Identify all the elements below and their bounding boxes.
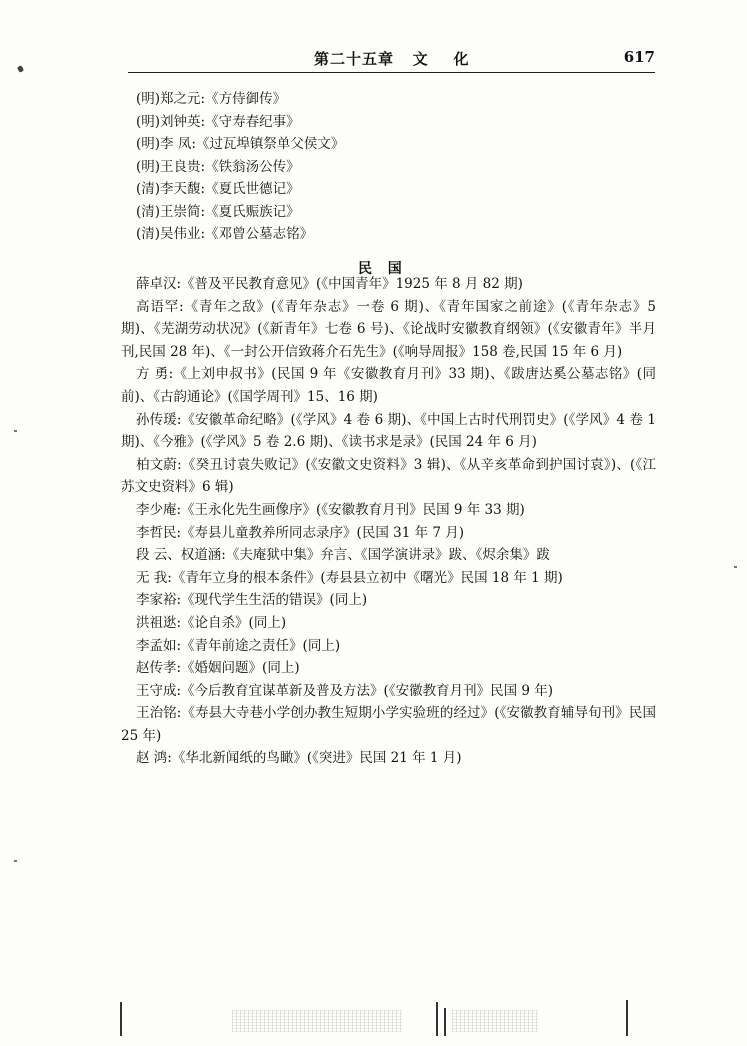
scan-noise [452,1010,538,1032]
entry: 洪祖逖:《论自杀》(同上) [136,614,287,631]
scan-artifact-dot [14,430,17,432]
running-header [128,46,655,73]
entry: 孙传瑗:《安徽革命纪略》(《学风》4 卷 6 期)、《中国上古时代刑罚史》(《学风》4 卷 1 期)、《今雅》(《学风》5 卷 2.6 期)、《读书求是录》(民国 24 年 6 月) [121,411,656,451]
entry: 王治铭:《寿县大寺巷小学创办教生短期小学实验班的经过》(《安徽教育辅导旬刊》民国 25 年) [121,705,656,744]
list-item: (清)李天馥:《夏氏世德记》 [136,181,300,197]
chapter-title: 第二十五章 文 化 [314,50,470,68]
entry: 赵 鸿:《华北新闻纸的鸟瞰》(《突进》民国 21 年 1 月) [136,750,462,767]
list-item: (明)王良贵:《铁翁汤公传》 [136,158,300,175]
entry: 李孟如:《青年前途之责任》(同上) [136,637,341,654]
list-item: (明)刘钟英:《守寿春纪事》 [136,113,300,130]
page-number: 617 [623,48,655,66]
scan-edge-line [444,1008,446,1036]
scan-noise [232,1010,402,1032]
entry: 李少庵:《王永化先生画像序》(《安徽教育月刊》民国 9 年 33 期) [136,501,525,518]
entry: 李家裕:《现代学生生活的错误》(同上) [136,592,368,609]
republic-entries [121,273,656,770]
list-item: (明)李 凤:《过瓦埠镇祭单父侯文》 [136,136,345,152]
list-item: (清)王崇简:《夏氏赈族记》 [136,203,300,220]
entry: 柏文蔚:《癸丑讨袁失败记》(《安徽文史资料》3 辑)、《从辛亥革命到护国讨袁》)、(《江苏文史资料》6 辑) [121,456,656,496]
section-title-republic: 民 国 [358,261,404,277]
entry: 高语罕:《青年之敌》(《青年杂志》一卷 6 期)、《青年国家之前途》(《青年杂志》5 期)、《芜湖劳动状况》(《新青年》七卷 6 号)、《论战时安徽教育纲领》(《安徽青年》半月刊,民国 28 年)、《一封公开信致蒋介石先生》(《响导周报》158 卷,民国 15 年 6 月) [121,298,656,360]
entry: 薛卓汉:《普及平民教育意见》(《中国青年》1925 年 8 月 82 期) [136,276,523,292]
entry: 李哲民:《寿县儿童教养所同志录序》(民国 31 年 7 月) [136,524,465,541]
scan-artifact-dot [734,566,737,568]
entry: 王守成:《今后教育宜谋革新及普及方法》(《安徽教育月刊》民国 9 年) [136,682,554,699]
entry: 赵传孝:《婚姻问题》(同上) [136,660,300,677]
scan-artifact-dot [14,860,17,862]
entry: 方 勇:《上刘申叔书》(民国 9 年《安徽教育月刊》33 期)、《跋唐达奚公墓志铭》(同前)、《古韵通论》(《国学周刊》15、16 期) [121,366,656,405]
scan-artifact-mark [17,65,24,73]
list-item: (清)吴伟业:《邓曾公墓志铭》 [136,226,314,242]
scan-edge-line [626,1000,628,1036]
entry: 段 云、权道涵:《夫庵狱中集》弁言、《国学演讲录》跋、《烬余集》跋 [136,547,550,564]
ming-qing-list [136,88,344,246]
list-item: (明)郑之元:《方侍御传》 [136,91,287,107]
entry: 无 我:《青年立身的根本条件》(寿县县立初中《曙光》民国 18 年 1 期) [136,569,563,586]
scan-edge-line [120,1002,122,1036]
scan-edge-line [436,1002,438,1036]
